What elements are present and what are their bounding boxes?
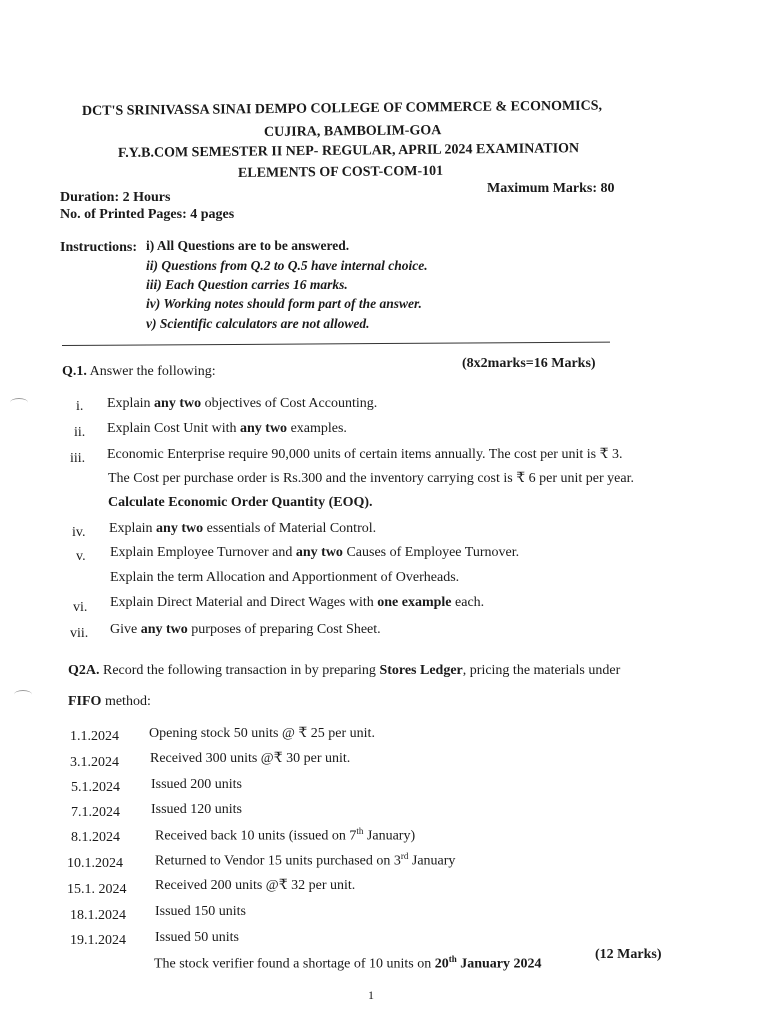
college-name: DCT'S SRINIVASSA SINAI DEMPO COLLEGE OF COMMERCE & ECONOMICS, xyxy=(81,98,603,119)
printed-pages: No. of Printed Pages: 4 pages xyxy=(60,207,235,222)
transaction-text: Issued 200 units xyxy=(151,777,242,792)
transaction-text: Received 300 units @₹ 30 per unit. xyxy=(150,751,351,766)
q1-item-number: i. xyxy=(76,399,84,414)
transaction-date: 18.1.2024 xyxy=(70,908,126,923)
instruction-5: v) Scientific calculators are not allowed. xyxy=(146,316,370,331)
q2a-marks: (12 Marks) xyxy=(595,947,662,962)
transaction-date: 1.1.2024 xyxy=(70,729,119,744)
exam-title: F.Y.B.COM SEMESTER II NEP- REGULAR, APRIL 2024 EXAMINATION xyxy=(117,141,580,161)
q1-item-3-line3: Calculate Economic Order Quantity (EOQ). xyxy=(108,495,373,510)
transaction-date: 10.1.2024 xyxy=(67,856,123,871)
instruction-4: iv) Working notes should form part of the answer. xyxy=(146,296,422,311)
margin-mark xyxy=(14,690,32,699)
q1-item-number: ii. xyxy=(74,425,86,440)
maximum-marks: Maximum Marks: 80 xyxy=(487,181,615,196)
q1-item-number: vi. xyxy=(73,600,88,615)
transaction-date: 19.1.2024 xyxy=(70,933,126,948)
page-number: 1 xyxy=(368,988,374,1002)
college-location: CUJIRA, BAMBOLIM-GOA xyxy=(263,123,442,140)
transaction-text: Issued 50 units xyxy=(155,930,239,945)
divider-line xyxy=(62,342,610,346)
q1-heading: Q.1. Answer the following: xyxy=(62,364,216,379)
transaction-text: Received back 10 units (issued on 7th January) xyxy=(155,826,416,844)
q1-item-1: Explain any two objectives of Cost Accounting. xyxy=(107,396,378,411)
q1-item-number: vii. xyxy=(70,626,89,641)
q1-marks: (8x2marks=16 Marks) xyxy=(462,356,596,371)
instruction-3: iii) Each Question carries 16 marks. xyxy=(146,277,348,292)
transaction-text: Returned to Vendor 15 units purchased on 3rd January xyxy=(155,851,456,869)
instructions-label: Instructions: xyxy=(60,240,138,255)
q1-item-number: iv. xyxy=(72,525,86,540)
q1-item-3-line2: The Cost per purchase order is Rs.300 and the inventory carrying cost is ₹ 6 per unit per year. xyxy=(108,471,634,486)
q1-item-5-line2: Explain the term Allocation and Apportionment of Overheads. xyxy=(110,570,460,585)
q1-item-3-line1: Economic Enterprise require 90,000 units of certain items annually. The cost per unit is ₹ 3. xyxy=(107,447,623,462)
q2a-intro-line2: FIFO method: xyxy=(68,694,151,709)
transaction-date: 8.1.2024 xyxy=(71,830,120,845)
subject-title: ELEMENTS OF COST-COM-101 xyxy=(237,163,444,181)
instruction-2: ii) Questions from Q.2 to Q.5 have internal choice. xyxy=(146,258,428,273)
transaction-text: Received 200 units @₹ 32 per unit. xyxy=(155,878,356,893)
transaction-text: Issued 150 units xyxy=(155,904,246,919)
margin-mark xyxy=(10,398,28,407)
transaction-date: 3.1.2024 xyxy=(70,755,119,770)
q1-item-7: Give any two purposes of preparing Cost Sheet. xyxy=(110,622,381,637)
q1-item-number: v. xyxy=(76,549,86,564)
q1-item-2: Explain Cost Unit with any two examples. xyxy=(107,421,347,436)
transaction-date: 15.1. 2024 xyxy=(67,882,127,897)
transaction-date: 5.1.2024 xyxy=(71,780,120,795)
q1-item-6: Explain Direct Material and Direct Wages with one example each. xyxy=(110,595,485,610)
instruction-1: i) All Questions are to be answered. xyxy=(146,238,350,253)
q1-item-number: iii. xyxy=(70,451,86,466)
q2a-intro: Q2A. Record the following transaction in by preparing Stores Ledger, pricing the materials under xyxy=(68,663,621,678)
transaction-text: Issued 120 units xyxy=(151,802,242,817)
q1-item-4: Explain any two essentials of Material Control. xyxy=(109,521,377,536)
q1-item-5: Explain Employee Turnover and any two Causes of Employee Turnover. xyxy=(110,545,520,560)
duration: Duration: 2 Hours xyxy=(60,190,171,205)
transaction-date: 7.1.2024 xyxy=(71,805,120,820)
transaction-text: Opening stock 50 units @ ₹ 25 per unit. xyxy=(149,726,375,741)
stock-shortage-note: The stock verifier found a shortage of 10 units on 20th January 2024 xyxy=(154,954,542,972)
